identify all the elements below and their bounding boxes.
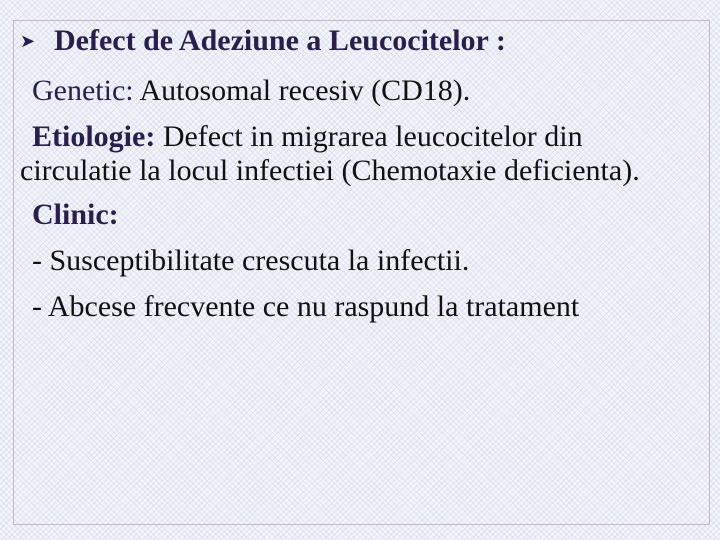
etiologie-paragraph (20, 120, 700, 188)
slide-title: Defect de Adeziune a Leucocitelor : (54, 24, 506, 57)
clinic-item: - Susceptibilitate crescuta la infectii. (32, 244, 470, 277)
slide-title-line (20, 24, 700, 62)
etiologie-text: Defect in migrarea leucocitelor din circulatie la locul infectiei (Chemotaxie deficienta). (20, 120, 640, 187)
clinic-label: Clinic: (32, 198, 119, 231)
clinic-item: - Abcese frecvente ce nu raspund la tratament (32, 290, 580, 323)
etiologie-label: Etiologie: (32, 120, 156, 153)
genetic-paragraph (20, 74, 700, 108)
clinic-paragraph (20, 198, 700, 232)
genetic-label: Genetic: (32, 74, 134, 107)
slide-content (20, 24, 700, 336)
genetic-text: Autosomal recesiv (CD18). (133, 74, 471, 107)
arrow-bullet-icon: ➤ (20, 31, 36, 52)
